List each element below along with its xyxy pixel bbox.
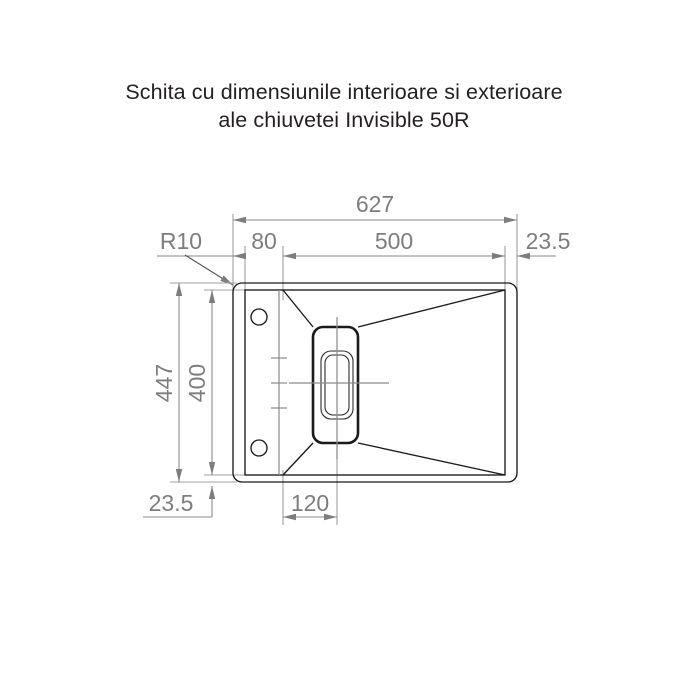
slope-line-bottom-left xyxy=(283,443,313,475)
dim-label-120: 120 xyxy=(290,490,330,516)
slope-line-top-right xyxy=(358,290,505,327)
dimension-627 xyxy=(233,191,517,220)
slope-line-top-left xyxy=(283,290,313,327)
dim-label-447: 447 xyxy=(151,363,177,403)
dimension-235-bottom xyxy=(143,486,212,517)
slope-line-bottom-right xyxy=(358,443,505,475)
dimension-500 xyxy=(283,228,505,256)
dimension-80 xyxy=(233,228,277,256)
dim-label-r10: R10 xyxy=(159,228,203,254)
drain-outlet xyxy=(313,327,358,443)
title-line-2: ale chiuvetei Invisible 50R xyxy=(218,108,470,132)
extension-lines-top xyxy=(233,214,540,300)
dim-label-500: 500 xyxy=(374,228,414,254)
center-lines xyxy=(271,290,389,475)
dim-label-627: 627 xyxy=(355,191,395,217)
dim-label-80: 80 xyxy=(251,228,277,254)
dimension-235-right xyxy=(517,228,570,256)
drain-outer-rect xyxy=(313,327,358,443)
title-line-1: Schita cu dimensiunile interioare si exterioare xyxy=(125,80,563,104)
tap-hole-top xyxy=(251,309,267,325)
dim-label-235-bottom: 23.5 xyxy=(148,490,194,516)
dim-label-235-right: 23.5 xyxy=(525,228,571,254)
dimension-400 xyxy=(184,290,249,475)
dim-label-400: 400 xyxy=(184,363,210,403)
tap-hole-bottom xyxy=(251,440,267,456)
callout-r10 xyxy=(157,228,233,285)
r10-leader-line xyxy=(185,255,233,285)
